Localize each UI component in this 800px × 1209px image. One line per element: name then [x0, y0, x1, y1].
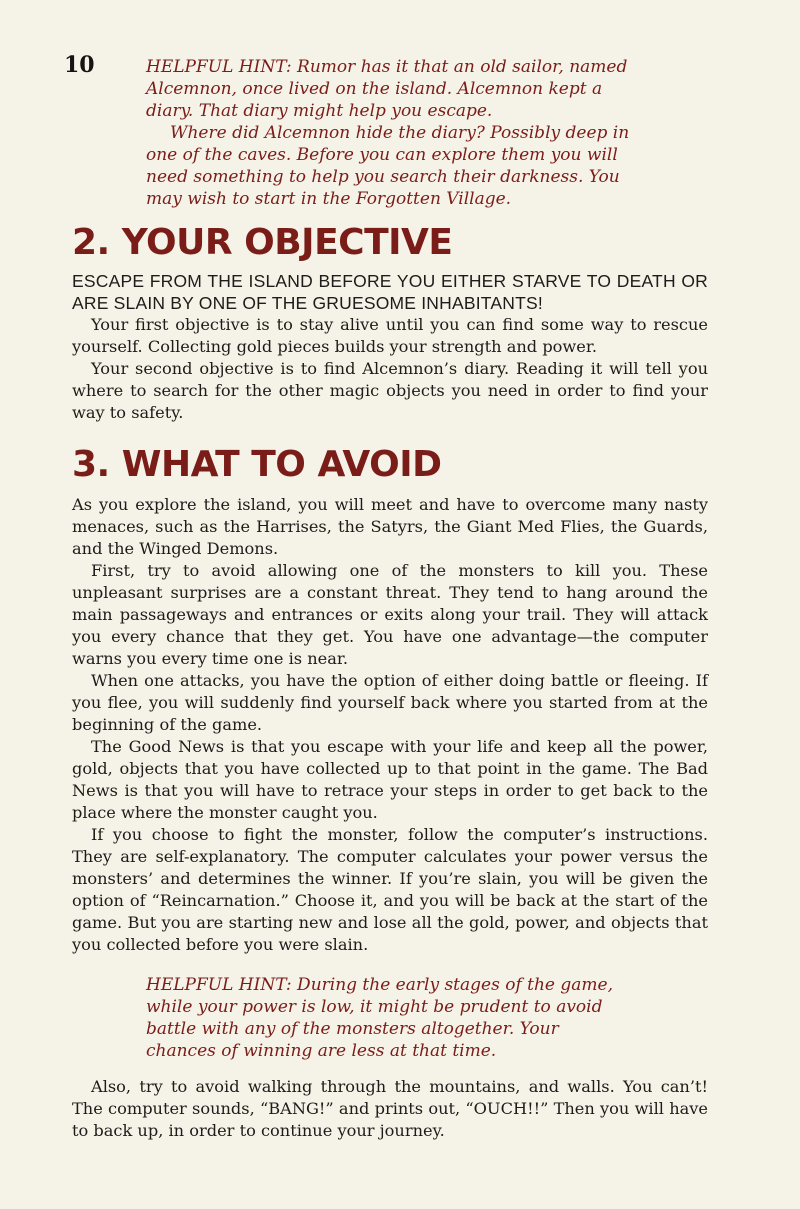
body-paragraph: When one attacks, you have the option of either doing battle or fleeing. If you flee, you will suddenly find yourself back where you started from at the beginning of the game. — [72, 671, 708, 734]
body-paragraph: Your second objective is to find Alcemnon’s diary. Reading it will tell you where to search for the other magic objects you need in order to find your way to safety. — [72, 359, 708, 422]
section-body-avoid — [72, 494, 708, 956]
helpful-hint-diary — [146, 56, 644, 210]
closing-paragraph-block — [72, 1076, 708, 1142]
page-number: 10 — [64, 52, 95, 78]
section-body-objective — [72, 270, 708, 424]
hint-paragraph: Where did Alcemnon hide the diary? Possibly deep in one of the caves. Before you can explore them you will need something to help you search their darkness. You may wish to start in the Forgotten Village. — [146, 123, 630, 209]
hint-paragraph: HELPFUL HINT: During the early stages of the game, while your power is low, it might be prudent to avoid battle with any of the monsters altogether. Your chances of winning are less at that time. — [146, 975, 613, 1061]
body-paragraph: If you choose to fight the monster, follow the computer’s instructions. They are self-explanatory. The computer calculates your power versus the monsters’ and determines the winner. If you’re slain, you will be given the option of “Reincarnation.” Choose it, and you will be back at the start of the game. But you are starting new and lose all the gold, power, and objects that you collected before you were slain. — [72, 825, 708, 954]
body-paragraph: Also, try to avoid walking through the mountains, and walls. You can’t! The computer sounds, “BANG!” and prints out, “OUCH!!” Then you will have to back up, in order to continue your journey. — [72, 1077, 708, 1140]
helpful-hint-battle — [146, 974, 632, 1062]
body-paragraph: The Good News is that you escape with your life and keep all the power, gold, objects that you have collected up to that point in the game. The Bad News is that you will have to retrace your steps in order to get back to the place where the monster caught you. — [72, 737, 708, 822]
body-paragraph: As you explore the island, you will meet and have to overcome many nasty menaces, such as the Harrises, the Satyrs, the Giant Med Flies, the Guards, and the Winged Demons. — [72, 495, 708, 558]
section-heading-avoid: 3. WHAT TO AVOID — [72, 444, 442, 485]
section-heading-objective: 2. YOUR OBJECTIVE — [72, 222, 453, 263]
hint-paragraph: HELPFUL HINT: Rumor has it that an old sailor, named Alcemnon, once lived on the island. Alcemnon kept a diary. That diary might help you escape. — [146, 57, 628, 121]
objective-statement: ESCAPE FROM THE ISLAND BEFORE YOU EITHER STARVE TO DEATH OR ARE SLAIN BY ONE OF THE GRUESOME INHABITANTS! — [72, 271, 708, 313]
body-paragraph: First, try to avoid allowing one of the monsters to kill you. These unpleasant surprises are a constant threat. They tend to hang around the main passageways and entrances or exits along your trail. They will attack you every chance that they get. You have one advantage—the computer warns you every time one is near. — [72, 561, 708, 668]
body-paragraph: Your first objective is to stay alive until you can find some way to rescue yourself. Collecting gold pieces builds your strength and power. — [72, 315, 708, 356]
